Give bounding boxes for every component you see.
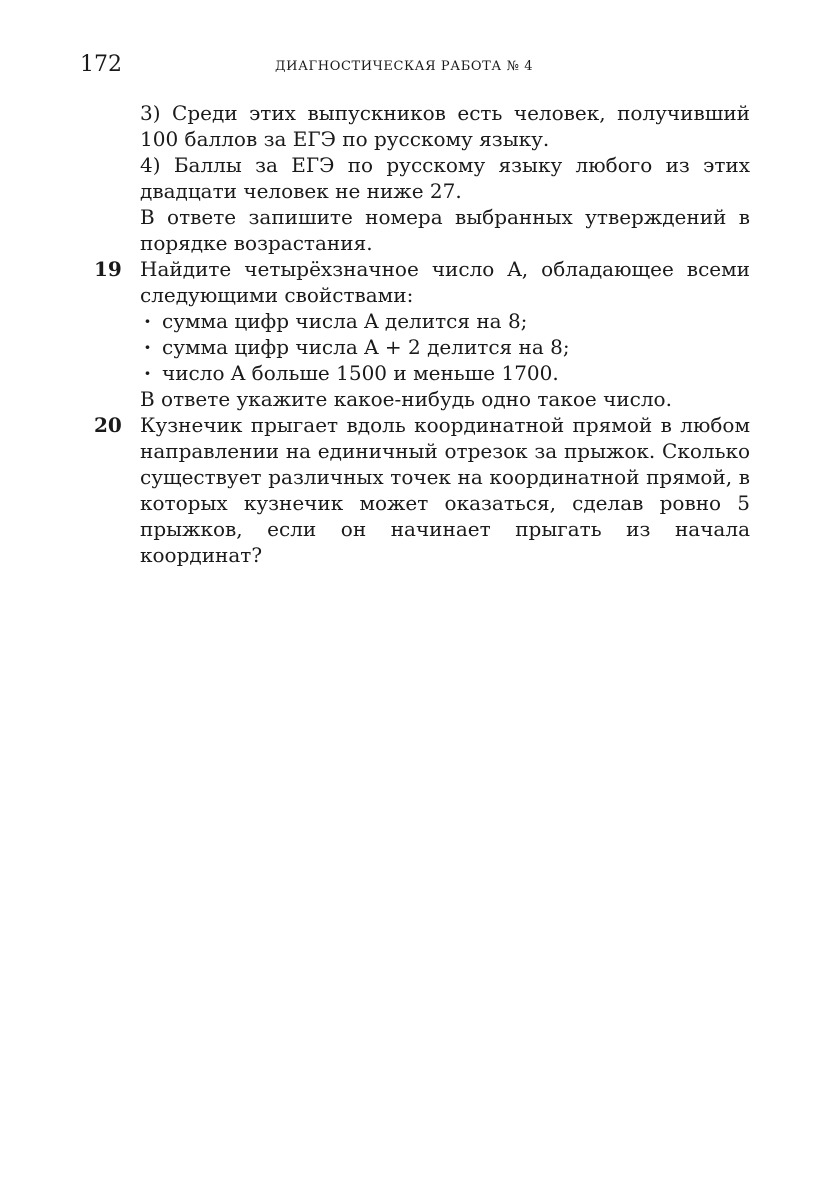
condition-item: · сумма цифр числа A делится на 8;: [140, 308, 750, 334]
task-20-number: 20: [94, 413, 122, 437]
statement-3: 3) Среди этих выпускников есть человек, получивший 100 баллов за ЕГЭ по русскому языку.: [140, 101, 750, 151]
page-number: 172: [80, 52, 122, 77]
condition-item: · число A больше 1500 и меньше 1700.: [140, 360, 750, 386]
condition-item: · сумма цифр числа A + 2 делится на 8;: [140, 334, 750, 360]
running-head: ДИАГНОСТИЧЕСКАЯ РАБОТА № 4: [275, 59, 534, 74]
page-body: [94, 100, 750, 568]
task-19-conditions: [140, 308, 750, 386]
task-19-number: 19: [94, 257, 122, 281]
task-20-question: Кузнечик прыгает вдоль координатной прямой в любом направлении на единичный отрезок за прыжок. Сколько существует различных точек на координатной прямой, в которых кузнечик может оказаться, сделав ровно 5 прыжков, если он начинает прыгать из начала координат?: [140, 413, 750, 567]
task-19: [94, 256, 750, 412]
task-20: [94, 412, 750, 568]
task18-answer-note: В ответе запишите номера выбранных утверждений в порядке возрастания.: [140, 205, 750, 255]
task-19-question: Найдите четырёхзначное число A, обладающее всеми следующими свойствами:: [140, 257, 750, 307]
statement-4: 4) Баллы за ЕГЭ по русскому языку любого из этих двадцати человек не ниже 27.: [140, 153, 750, 203]
task-19-answer-note: В ответе укажите какое-нибудь одно такое число.: [140, 387, 672, 411]
